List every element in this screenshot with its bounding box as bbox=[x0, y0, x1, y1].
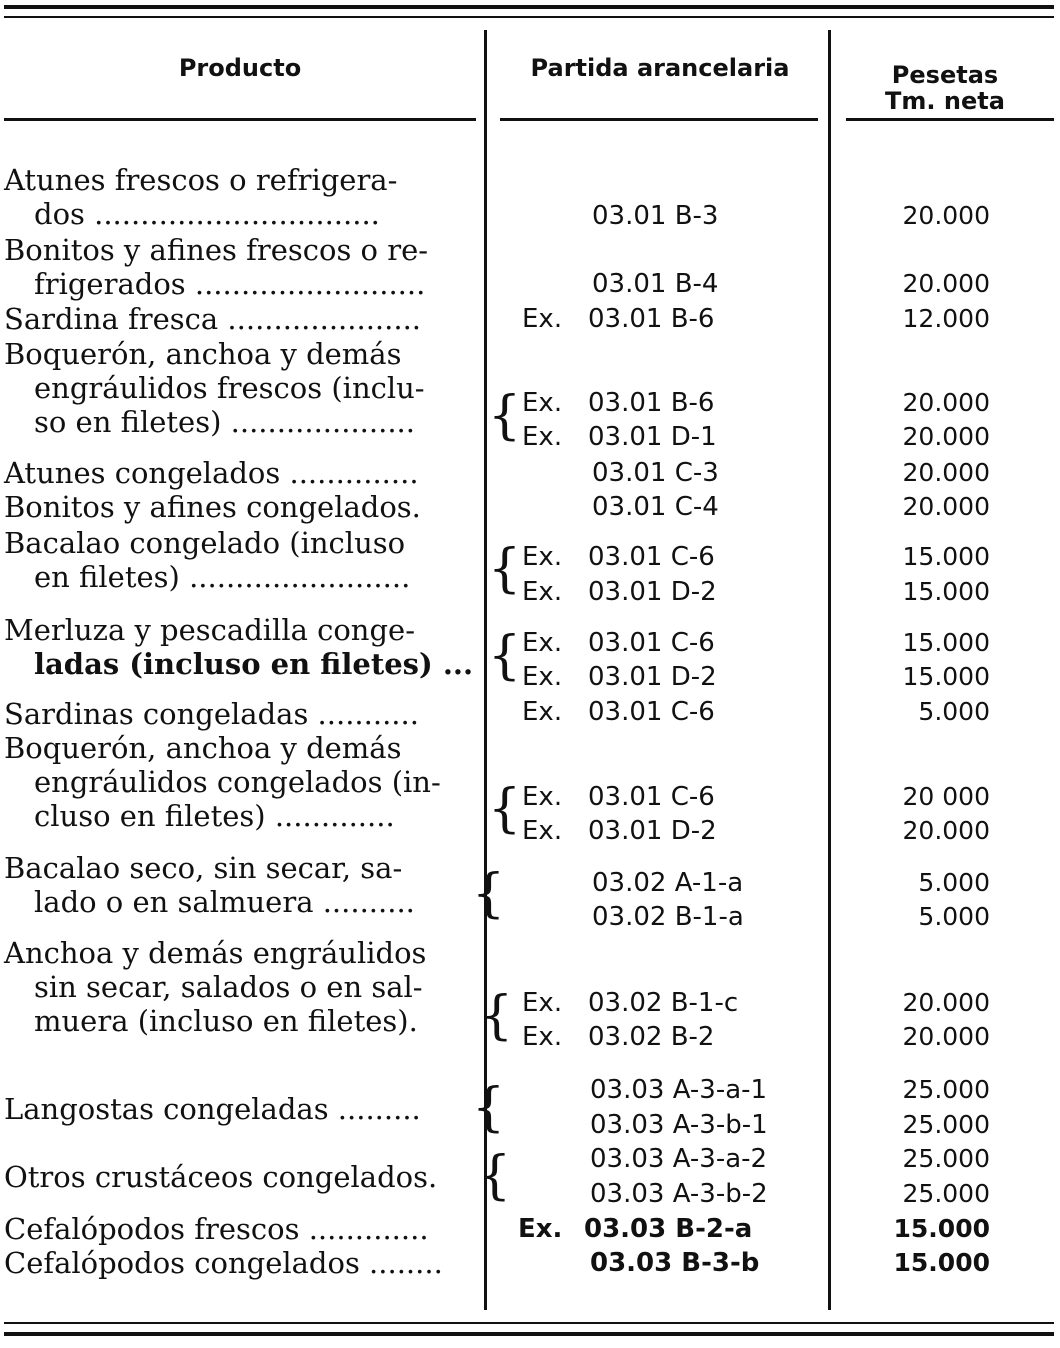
tariff-code: 03.01 B-6 bbox=[588, 304, 715, 334]
tariff-code: 03.01 D-1 bbox=[588, 422, 717, 452]
price-value: 5.000 bbox=[918, 902, 990, 931]
table-row-product bbox=[4, 302, 474, 336]
product-line: Merluza y pescadilla conge- bbox=[4, 613, 415, 647]
product-line: ladas (incluso en filetes) ... bbox=[34, 647, 474, 681]
header-underline-2 bbox=[500, 118, 818, 121]
product-line: engráulidos frescos (inclu- bbox=[34, 371, 425, 405]
tariff-code: 03.03 A-3-b-1 bbox=[590, 1110, 768, 1140]
product-line: sin secar, salados o en sal- bbox=[34, 970, 423, 1004]
price-value: 20.000 bbox=[902, 988, 990, 1017]
header-pesetas-line1: Pesetas bbox=[891, 61, 999, 89]
tariff-code: 03.01 B-4 bbox=[592, 269, 719, 299]
price-value: 15.000 bbox=[902, 628, 990, 657]
product-line: cluso en filetes) ............. bbox=[34, 799, 395, 833]
header-underline-1 bbox=[4, 118, 476, 121]
price-value: 5.000 bbox=[918, 697, 990, 726]
product-line: Sardinas congeladas ........... bbox=[4, 697, 419, 731]
tariff-ex: Ex. bbox=[522, 988, 563, 1018]
tariff-ex: Ex. bbox=[522, 662, 563, 692]
product-line: Bacalao congelado (incluso bbox=[4, 526, 406, 560]
tariff-ex: Ex. bbox=[522, 542, 563, 572]
price-value: 12.000 bbox=[902, 304, 990, 333]
bottom-rule bbox=[4, 1332, 1054, 1336]
product-line: Cefalópodos congelados ........ bbox=[4, 1246, 443, 1280]
product-line: Cefalópodos frescos ............. bbox=[4, 1212, 429, 1246]
tariff-code: 03.01 C-6 bbox=[588, 697, 715, 727]
product-line: Bonitos y afines congelados. bbox=[4, 490, 421, 524]
tariff-ex: Ex. bbox=[522, 1022, 563, 1052]
tariff-code: 03.01 C-3 bbox=[592, 458, 719, 488]
product-line: dos ............................... bbox=[34, 197, 380, 231]
tariff-code: 03.01 D-2 bbox=[588, 662, 717, 692]
product-line: muera (incluso en filetes). bbox=[34, 1004, 418, 1038]
tariff-code: 03.03 B-3-b bbox=[590, 1248, 760, 1278]
price-value: 20.000 bbox=[902, 269, 990, 298]
table-row-product bbox=[4, 851, 474, 919]
price-value: 20.000 bbox=[902, 422, 990, 451]
tariff-code: 03.02 A-1-a bbox=[592, 868, 744, 898]
tariff-code: 03.02 B-1-a bbox=[592, 902, 744, 932]
brace-icon: { bbox=[480, 986, 514, 1046]
price-value: 20.000 bbox=[902, 201, 990, 230]
product-line: Atunes congelados .............. bbox=[4, 456, 419, 490]
tariff-code: 03.02 B-1-c bbox=[588, 988, 739, 1018]
table-row-product bbox=[4, 233, 474, 301]
tariff-ex: Ex. bbox=[522, 422, 563, 452]
product-line: Sardina fresca ..................... bbox=[4, 302, 422, 336]
product-line: Boquerón, anchoa y demás bbox=[4, 731, 402, 765]
product-line: so en filetes) .................... bbox=[34, 405, 415, 439]
price-value: 25.000 bbox=[902, 1075, 990, 1104]
top-rule-thin bbox=[4, 16, 1054, 18]
tariff-code: 03.02 B-2 bbox=[588, 1022, 715, 1052]
price-value: 5.000 bbox=[918, 868, 990, 897]
tariff-code: 03.01 C-6 bbox=[588, 542, 715, 572]
price-value: 15.000 bbox=[893, 1248, 990, 1277]
tariff-ex: Ex. bbox=[518, 1214, 563, 1244]
brace-icon: { bbox=[488, 779, 522, 839]
table-row-product bbox=[4, 731, 474, 833]
table-row-product bbox=[4, 936, 474, 1038]
table-row-product bbox=[4, 163, 474, 231]
table-row-product bbox=[4, 337, 474, 439]
tariff-code: 03.01 C-6 bbox=[588, 628, 715, 658]
tariff-code: 03.01 D-2 bbox=[588, 577, 717, 607]
tariff-code: 03.03 A-3-b-2 bbox=[590, 1179, 768, 1209]
product-line: Bacalao seco, sin secar, sa- bbox=[4, 851, 403, 885]
product-line: engráulidos congelados (in- bbox=[34, 765, 441, 799]
price-value: 15.000 bbox=[902, 577, 990, 606]
divider-2 bbox=[828, 30, 831, 1310]
tariff-ex: Ex. bbox=[522, 782, 563, 812]
price-value: 20.000 bbox=[902, 458, 990, 487]
price-value: 15.000 bbox=[893, 1214, 990, 1243]
price-value: 20.000 bbox=[902, 492, 990, 521]
tariff-code: 03.03 A-3-a-2 bbox=[590, 1144, 768, 1174]
tariff-code: 03.01 C-6 bbox=[588, 782, 715, 812]
tariff-ex: Ex. bbox=[522, 577, 563, 607]
top-rule bbox=[4, 5, 1054, 9]
table-row-product bbox=[4, 613, 474, 681]
product-line: Atunes frescos o refrigera- bbox=[4, 163, 398, 197]
price-value: 25.000 bbox=[902, 1110, 990, 1139]
header-pesetas-line2: Tm. neta bbox=[885, 87, 1005, 115]
tariff-code: 03.01 C-4 bbox=[592, 492, 719, 522]
table-row-product bbox=[4, 1160, 474, 1194]
header-partida: Partida arancelaria bbox=[530, 54, 790, 82]
tariff-code: 03.01 D-2 bbox=[588, 816, 717, 846]
brace-icon: { bbox=[472, 864, 506, 924]
table-row-product bbox=[4, 526, 474, 594]
tariff-code: 03.03 B-2-a bbox=[584, 1214, 753, 1244]
table-row-product bbox=[4, 1092, 474, 1126]
product-line: en filetes) ........................ bbox=[34, 560, 411, 594]
tariff-code: 03.01 B-3 bbox=[592, 201, 719, 231]
price-value: 20.000 bbox=[902, 816, 990, 845]
price-value: 20.000 bbox=[902, 388, 990, 417]
price-value: 20 000 bbox=[902, 782, 990, 811]
tariff-ex: Ex. bbox=[522, 628, 563, 658]
price-value: 20.000 bbox=[902, 1022, 990, 1051]
header-producto: Producto bbox=[178, 54, 302, 82]
brace-icon: { bbox=[488, 539, 522, 599]
price-value: 15.000 bbox=[902, 662, 990, 691]
product-line: Langostas congeladas ......... bbox=[4, 1092, 421, 1126]
product-line: frigerados ......................... bbox=[34, 267, 426, 301]
product-line: Anchoa y demás engráulidos bbox=[4, 936, 427, 970]
table-row-product bbox=[4, 1212, 474, 1246]
header-underline-3 bbox=[846, 118, 1054, 121]
price-value: 25.000 bbox=[902, 1144, 990, 1173]
tariff-ex: Ex. bbox=[522, 304, 563, 334]
tariff-ex: Ex. bbox=[522, 816, 563, 846]
bottom-rule-thin bbox=[4, 1322, 1054, 1324]
header-pesetas bbox=[840, 62, 1050, 114]
product-line: Otros crustáceos congelados. bbox=[4, 1160, 438, 1194]
brace-icon: { bbox=[488, 626, 522, 686]
tariff-ex: Ex. bbox=[522, 388, 563, 418]
product-line: Bonitos y afines frescos o re- bbox=[4, 233, 429, 267]
brace-icon: { bbox=[472, 1078, 506, 1138]
price-value: 15.000 bbox=[902, 542, 990, 571]
tariff-code: 03.03 A-3-a-1 bbox=[590, 1075, 768, 1105]
table-row-product bbox=[4, 1246, 474, 1280]
price-value: 25.000 bbox=[902, 1179, 990, 1208]
product-line: lado o en salmuera .......... bbox=[34, 885, 415, 919]
table-row-product bbox=[4, 697, 474, 731]
brace-icon: { bbox=[488, 386, 522, 446]
product-line: Boquerón, anchoa y demás bbox=[4, 337, 402, 371]
brace-icon: { bbox=[478, 1146, 512, 1206]
tariff-code: 03.01 B-6 bbox=[588, 388, 715, 418]
table-row-product bbox=[4, 456, 474, 490]
table-row-product bbox=[4, 490, 474, 524]
tariff-ex: Ex. bbox=[522, 697, 563, 727]
